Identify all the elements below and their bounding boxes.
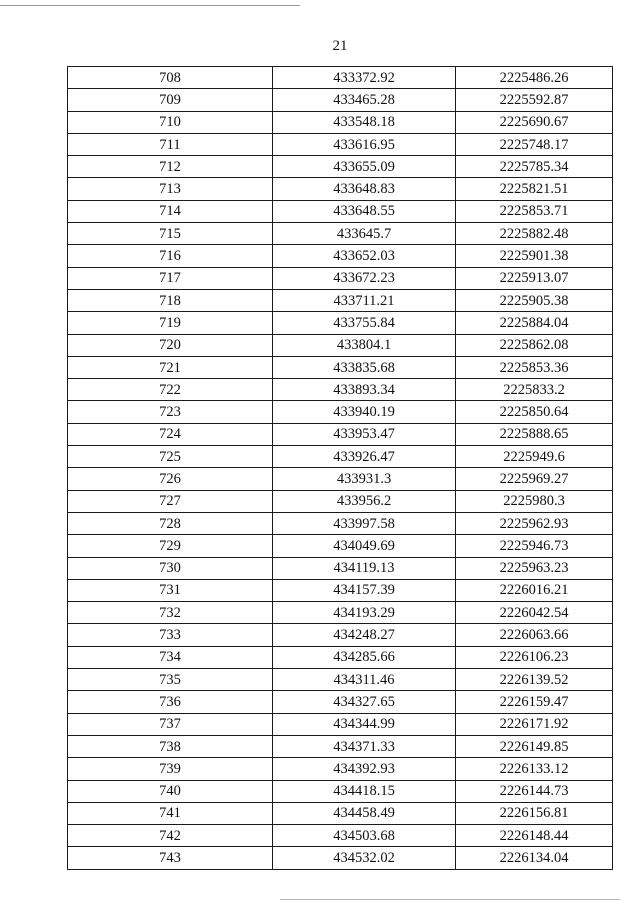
table-row bbox=[68, 379, 613, 401]
y-coordinate-cell: 2225962.93 bbox=[456, 512, 613, 534]
point-number-cell: 716 bbox=[68, 245, 273, 267]
point-number-cell: 719 bbox=[68, 312, 273, 334]
x-coordinate-cell: 434503.68 bbox=[273, 825, 456, 847]
y-coordinate-cell: 2225949.6 bbox=[456, 446, 613, 468]
x-coordinate-cell: 433711.21 bbox=[273, 289, 456, 311]
y-coordinate-cell: 2226139.52 bbox=[456, 669, 613, 691]
point-number-cell: 722 bbox=[68, 379, 273, 401]
table-row bbox=[68, 512, 613, 534]
table-row bbox=[68, 67, 613, 89]
x-coordinate-cell: 434327.65 bbox=[273, 691, 456, 713]
y-coordinate-cell: 2225888.65 bbox=[456, 423, 613, 445]
point-number-cell: 717 bbox=[68, 267, 273, 289]
y-coordinate-cell: 2226156.81 bbox=[456, 802, 613, 824]
x-coordinate-cell: 434157.39 bbox=[273, 579, 456, 601]
y-coordinate-cell: 2225853.36 bbox=[456, 356, 613, 378]
table-row bbox=[68, 289, 613, 311]
x-coordinate-cell: 433755.84 bbox=[273, 312, 456, 334]
table-row bbox=[68, 312, 613, 334]
x-coordinate-cell: 433616.95 bbox=[273, 133, 456, 155]
table-row bbox=[68, 691, 613, 713]
table-row bbox=[68, 602, 613, 624]
x-coordinate-cell: 433893.34 bbox=[273, 379, 456, 401]
y-coordinate-cell: 2226148.44 bbox=[456, 825, 613, 847]
y-coordinate-cell: 2226149.85 bbox=[456, 735, 613, 757]
x-coordinate-cell: 433655.09 bbox=[273, 156, 456, 178]
point-number-cell: 737 bbox=[68, 713, 273, 735]
table-row bbox=[68, 401, 613, 423]
y-coordinate-cell: 2225963.23 bbox=[456, 557, 613, 579]
point-number-cell: 723 bbox=[68, 401, 273, 423]
x-coordinate-cell: 433648.55 bbox=[273, 200, 456, 222]
point-number-cell: 742 bbox=[68, 825, 273, 847]
point-number-cell: 721 bbox=[68, 356, 273, 378]
table-row bbox=[68, 200, 613, 222]
x-coordinate-cell: 434285.66 bbox=[273, 646, 456, 668]
point-number-cell: 734 bbox=[68, 646, 273, 668]
x-coordinate-cell: 434248.27 bbox=[273, 624, 456, 646]
x-coordinate-cell: 433997.58 bbox=[273, 512, 456, 534]
point-number-cell: 732 bbox=[68, 602, 273, 624]
x-coordinate-cell: 433940.19 bbox=[273, 401, 456, 423]
table-row bbox=[68, 423, 613, 445]
table-row bbox=[68, 267, 613, 289]
table-row bbox=[68, 624, 613, 646]
y-coordinate-cell: 2226042.54 bbox=[456, 602, 613, 624]
x-coordinate-cell: 434311.46 bbox=[273, 669, 456, 691]
x-coordinate-cell: 434344.99 bbox=[273, 713, 456, 735]
x-coordinate-cell: 433372.92 bbox=[273, 67, 456, 89]
x-coordinate-cell: 434532.02 bbox=[273, 847, 456, 869]
table-row bbox=[68, 490, 613, 512]
table-row bbox=[68, 156, 613, 178]
point-number-cell: 739 bbox=[68, 758, 273, 780]
y-coordinate-cell: 2225748.17 bbox=[456, 133, 613, 155]
y-coordinate-cell: 2226159.47 bbox=[456, 691, 613, 713]
table-row bbox=[68, 356, 613, 378]
point-number-cell: 727 bbox=[68, 490, 273, 512]
x-coordinate-cell: 433926.47 bbox=[273, 446, 456, 468]
table-row bbox=[68, 557, 613, 579]
y-coordinate-cell: 2225833.2 bbox=[456, 379, 613, 401]
y-coordinate-cell: 2226144.73 bbox=[456, 780, 613, 802]
y-coordinate-cell: 2226063.66 bbox=[456, 624, 613, 646]
y-coordinate-cell: 2225913.07 bbox=[456, 267, 613, 289]
table-body bbox=[68, 67, 613, 870]
table-row bbox=[68, 735, 613, 757]
point-number-cell: 713 bbox=[68, 178, 273, 200]
y-coordinate-cell: 2225980.3 bbox=[456, 490, 613, 512]
point-number-cell: 720 bbox=[68, 334, 273, 356]
point-number-cell: 728 bbox=[68, 512, 273, 534]
x-coordinate-cell: 434392.93 bbox=[273, 758, 456, 780]
point-number-cell: 725 bbox=[68, 446, 273, 468]
x-coordinate-cell: 433548.18 bbox=[273, 111, 456, 133]
page-number: 21 bbox=[332, 38, 348, 54]
point-number-cell: 709 bbox=[68, 89, 273, 111]
table-row bbox=[68, 178, 613, 200]
y-coordinate-cell: 2226106.23 bbox=[456, 646, 613, 668]
point-number-cell: 735 bbox=[68, 669, 273, 691]
point-number-cell: 718 bbox=[68, 289, 273, 311]
scan-edge-line bbox=[280, 899, 620, 900]
x-coordinate-cell: 434371.33 bbox=[273, 735, 456, 757]
table-row bbox=[68, 646, 613, 668]
table-row bbox=[68, 468, 613, 490]
y-coordinate-cell: 2225486.26 bbox=[456, 67, 613, 89]
table-row bbox=[68, 535, 613, 557]
x-coordinate-cell: 433956.2 bbox=[273, 490, 456, 512]
table-row bbox=[68, 89, 613, 111]
point-number-cell: 708 bbox=[68, 67, 273, 89]
x-coordinate-cell: 433835.68 bbox=[273, 356, 456, 378]
y-coordinate-cell: 2225690.67 bbox=[456, 111, 613, 133]
point-number-cell: 741 bbox=[68, 802, 273, 824]
y-coordinate-cell: 2225905.38 bbox=[456, 289, 613, 311]
y-coordinate-cell: 2225785.34 bbox=[456, 156, 613, 178]
x-coordinate-cell: 434458.49 bbox=[273, 802, 456, 824]
table-row bbox=[68, 334, 613, 356]
y-coordinate-cell: 2225901.38 bbox=[456, 245, 613, 267]
x-coordinate-cell: 434049.69 bbox=[273, 535, 456, 557]
y-coordinate-cell: 2225884.04 bbox=[456, 312, 613, 334]
x-coordinate-cell: 433931.3 bbox=[273, 468, 456, 490]
x-coordinate-cell: 433672.23 bbox=[273, 267, 456, 289]
y-coordinate-cell: 2226133.12 bbox=[456, 758, 613, 780]
table-row bbox=[68, 825, 613, 847]
table-row bbox=[68, 847, 613, 869]
point-number-cell: 740 bbox=[68, 780, 273, 802]
y-coordinate-cell: 2225862.08 bbox=[456, 334, 613, 356]
point-number-cell: 736 bbox=[68, 691, 273, 713]
y-coordinate-cell: 2225821.51 bbox=[456, 178, 613, 200]
y-coordinate-cell: 2225850.64 bbox=[456, 401, 613, 423]
point-number-cell: 733 bbox=[68, 624, 273, 646]
x-coordinate-cell: 433648.83 bbox=[273, 178, 456, 200]
x-coordinate-cell: 433465.28 bbox=[273, 89, 456, 111]
point-number-cell: 729 bbox=[68, 535, 273, 557]
table-row bbox=[68, 223, 613, 245]
point-number-cell: 731 bbox=[68, 579, 273, 601]
coordinates-table bbox=[67, 66, 613, 870]
x-coordinate-cell: 433953.47 bbox=[273, 423, 456, 445]
x-coordinate-cell: 433804.1 bbox=[273, 334, 456, 356]
table-row bbox=[68, 780, 613, 802]
y-coordinate-cell: 2226134.04 bbox=[456, 847, 613, 869]
point-number-cell: 712 bbox=[68, 156, 273, 178]
table-row bbox=[68, 133, 613, 155]
x-coordinate-cell: 434119.13 bbox=[273, 557, 456, 579]
point-number-cell: 730 bbox=[68, 557, 273, 579]
scan-edge-line bbox=[0, 5, 300, 6]
table-row bbox=[68, 669, 613, 691]
point-number-cell: 711 bbox=[68, 133, 273, 155]
y-coordinate-cell: 2225592.87 bbox=[456, 89, 613, 111]
table-row bbox=[68, 758, 613, 780]
y-coordinate-cell: 2225946.73 bbox=[456, 535, 613, 557]
x-coordinate-cell: 433652.03 bbox=[273, 245, 456, 267]
x-coordinate-cell: 434418.15 bbox=[273, 780, 456, 802]
y-coordinate-cell: 2226016.21 bbox=[456, 579, 613, 601]
table-row bbox=[68, 713, 613, 735]
point-number-cell: 710 bbox=[68, 111, 273, 133]
x-coordinate-cell: 433645.7 bbox=[273, 223, 456, 245]
table-row bbox=[68, 111, 613, 133]
y-coordinate-cell: 2225969.27 bbox=[456, 468, 613, 490]
point-number-cell: 724 bbox=[68, 423, 273, 445]
y-coordinate-cell: 2225853.71 bbox=[456, 200, 613, 222]
point-number-cell: 726 bbox=[68, 468, 273, 490]
x-coordinate-cell: 434193.29 bbox=[273, 602, 456, 624]
table-row bbox=[68, 802, 613, 824]
table-row bbox=[68, 446, 613, 468]
point-number-cell: 743 bbox=[68, 847, 273, 869]
point-number-cell: 714 bbox=[68, 200, 273, 222]
y-coordinate-cell: 2225882.48 bbox=[456, 223, 613, 245]
table-row bbox=[68, 579, 613, 601]
table-row bbox=[68, 245, 613, 267]
y-coordinate-cell: 2226171.92 bbox=[456, 713, 613, 735]
point-number-cell: 738 bbox=[68, 735, 273, 757]
point-number-cell: 715 bbox=[68, 223, 273, 245]
